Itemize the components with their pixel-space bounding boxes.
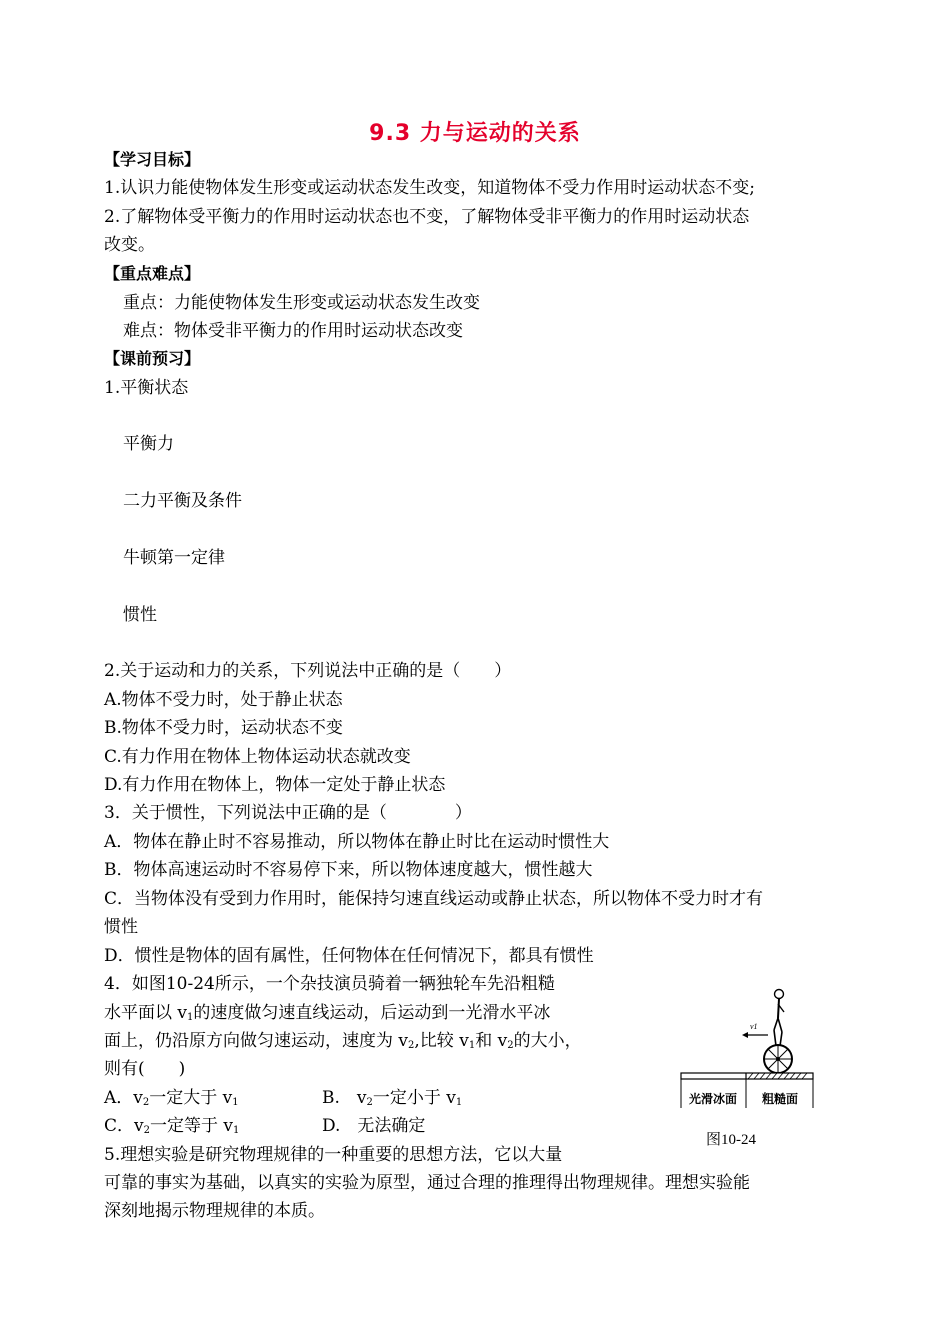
question-4-line-1: 4．如图10-24所示，一个杂技演员骑着一辆独轮车先沿粗糙	[104, 974, 555, 994]
goal-line-2b: 改变。	[104, 235, 155, 255]
question-4-option-d: D. 无法确定	[322, 1116, 426, 1136]
section-heading-key-points: 【重点难点】	[104, 264, 201, 283]
question-3-option-c: C．当物体没有受到力作用时，能保持匀速直线运动或静止状态，所以物体不受力时才有	[104, 889, 764, 909]
preview-question-1: 1.平衡状态	[104, 378, 189, 398]
page-title: 9.3 力与运动的关系	[369, 121, 581, 146]
label-rough-surface: 粗糙面	[761, 1092, 799, 1106]
preview-item: 牛顿第一定律	[123, 548, 225, 568]
question-4-option-c: C．$v_2$一定等于 $v_1$	[104, 1116, 240, 1136]
velocity-label: v1	[750, 1022, 758, 1031]
question-3-stem: 3．关于惯性，下列说法中正确的是（ ）	[104, 803, 472, 823]
question-3-option-b: B．物体高速运动时不容易停下来，所以物体速度越大，惯性越大	[104, 860, 593, 880]
difficulty-point: 难点：物体受非平衡力的作用时运动状态改变	[123, 321, 463, 341]
question-4-line-2: 水平面以 $v_1$的速度做匀速直线运动，后运动到一光滑水平冰	[104, 1003, 551, 1023]
focus-point: 重点：力能使物体发生形变或运动状态发生改变	[123, 293, 480, 313]
question-5-line-1: 5.理想实验是研究物理规律的一种重要的思想方法，它以大量	[104, 1145, 563, 1165]
goal-line-2a: 2.了解物体受平衡力的作用时运动状态也不变，了解物体受非平衡力的作用时运动状态	[104, 207, 750, 227]
unicycle-figure	[676, 984, 816, 1114]
goal-line-1: 1.认识力能使物体发生形变或运动状态发生改变，知道物体不受力作用时运动状态不变;	[104, 178, 755, 198]
preview-item: 惯性	[123, 605, 157, 625]
question-4-line-3: 面上，仍沿原方向做匀速运动，速度为 $v_2$,比较 $v_1$和 $v_2$的大小，	[104, 1031, 582, 1051]
question-2-option-c: C.有力作用在物体上物体运动状态就改变	[104, 747, 411, 767]
preview-item: 平衡力	[123, 434, 174, 454]
question-2-option-a: A.物体不受力时，处于静止状态	[104, 690, 343, 710]
question-2-option-d: D.有力作用在物体上，物体一定处于静止状态	[104, 775, 446, 795]
question-3-option-d: D．惯性是物体的固有属性，任何物体在任何情况下，都具有惯性	[104, 946, 594, 966]
question-3-option-c-cont: 惯性	[104, 917, 138, 937]
section-heading-goals: 【学习目标】	[104, 150, 201, 169]
question-4-line-4: 则有( )	[104, 1059, 186, 1079]
question-4-option-a: A．$v_2$一定大于 $v_1$	[104, 1088, 239, 1108]
label-smooth-ice: 光滑冰面	[688, 1092, 738, 1106]
question-2-option-b: B.物体不受力时，运动状态不变	[104, 718, 343, 738]
question-5-line-3: 深刻地揭示物理规律的本质。	[104, 1201, 325, 1221]
question-2-stem: 2.关于运动和力的关系，下列说法中正确的是（ ）	[104, 661, 512, 681]
figure-caption: 图10-24	[706, 1132, 756, 1148]
question-5-line-2: 可靠的事实为基础，以真实的实验为原型，通过合理的推理得出物理规律。理想实验能	[104, 1173, 750, 1193]
preview-item: 二力平衡及条件	[123, 491, 242, 511]
wheel-icon	[764, 1045, 792, 1073]
question-4-option-b: B. $v_2$一定小于 $v_1$	[322, 1088, 463, 1108]
question-3-option-a: A．物体在静止时不容易推动，所以物体在静止时比在运动时惯性大	[104, 832, 610, 852]
section-heading-preview: 【课前预习】	[104, 349, 201, 368]
